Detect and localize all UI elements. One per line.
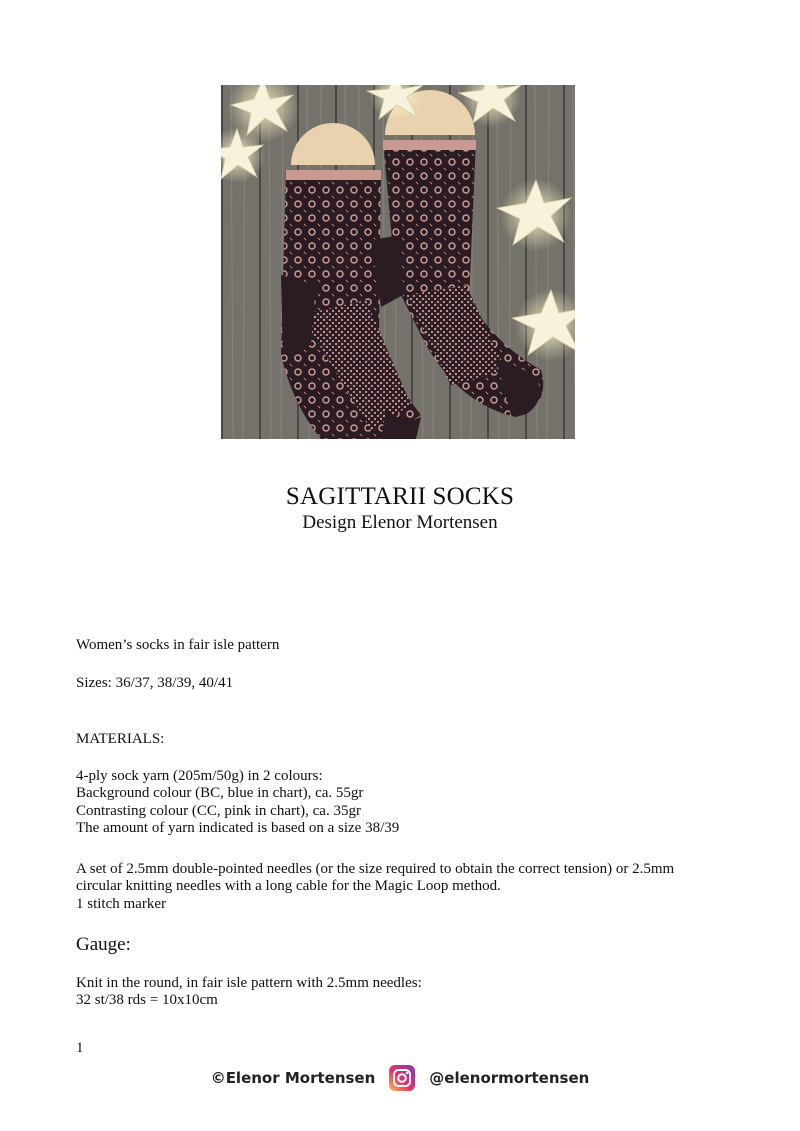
needles-line: 1 stitch marker bbox=[76, 895, 166, 912]
gauge-heading: Gauge: bbox=[76, 934, 131, 955]
needles-list bbox=[76, 861, 674, 913]
materials-heading: MATERIALS: bbox=[76, 731, 165, 747]
materials-line: The amount of yarn indicated is based on a size 38/39 bbox=[76, 819, 400, 836]
materials-list bbox=[76, 768, 399, 837]
needles-line: circular knitting needles with a long cable for the Magic Loop method. bbox=[76, 878, 501, 895]
gauge-list bbox=[76, 975, 422, 1010]
intro-text: Women’s socks in fair isle pattern bbox=[76, 637, 280, 653]
materials-line: Contrasting colour (CC, pink in chart), ca. 35gr bbox=[76, 802, 361, 819]
page-number: 1 bbox=[76, 1040, 84, 1056]
materials-line: Background colour (BC, blue in chart), ca. 55gr bbox=[76, 785, 364, 802]
title-block bbox=[0, 482, 800, 534]
instagram-icon[interactable] bbox=[389, 1065, 415, 1091]
needles-line: A set of 2.5mm double-pointed needles (or the size required to obtain the correct tension) or 2.5mm bbox=[76, 861, 675, 877]
instagram-handle[interactable]: @elenormortensen bbox=[429, 1069, 590, 1087]
socks-illustration bbox=[221, 85, 575, 439]
copyright-text: ©Elenor Mortensen bbox=[210, 1069, 376, 1087]
gauge-line: 32 st/38 rds = 10x10cm bbox=[76, 992, 218, 1009]
sizes-text: Sizes: 36/37, 38/39, 40/41 bbox=[76, 675, 234, 691]
footer bbox=[0, 1066, 800, 1090]
pattern-title: SAGITTARII SOCKS bbox=[285, 483, 515, 510]
cover-photo bbox=[221, 85, 575, 439]
materials-line: 4-ply sock yarn (205m/50g) in 2 colours: bbox=[76, 768, 323, 784]
designer-credit: Design Elenor Mortensen bbox=[302, 512, 498, 533]
gauge-line: Knit in the round, in fair isle pattern with 2.5mm needles: bbox=[76, 975, 422, 991]
